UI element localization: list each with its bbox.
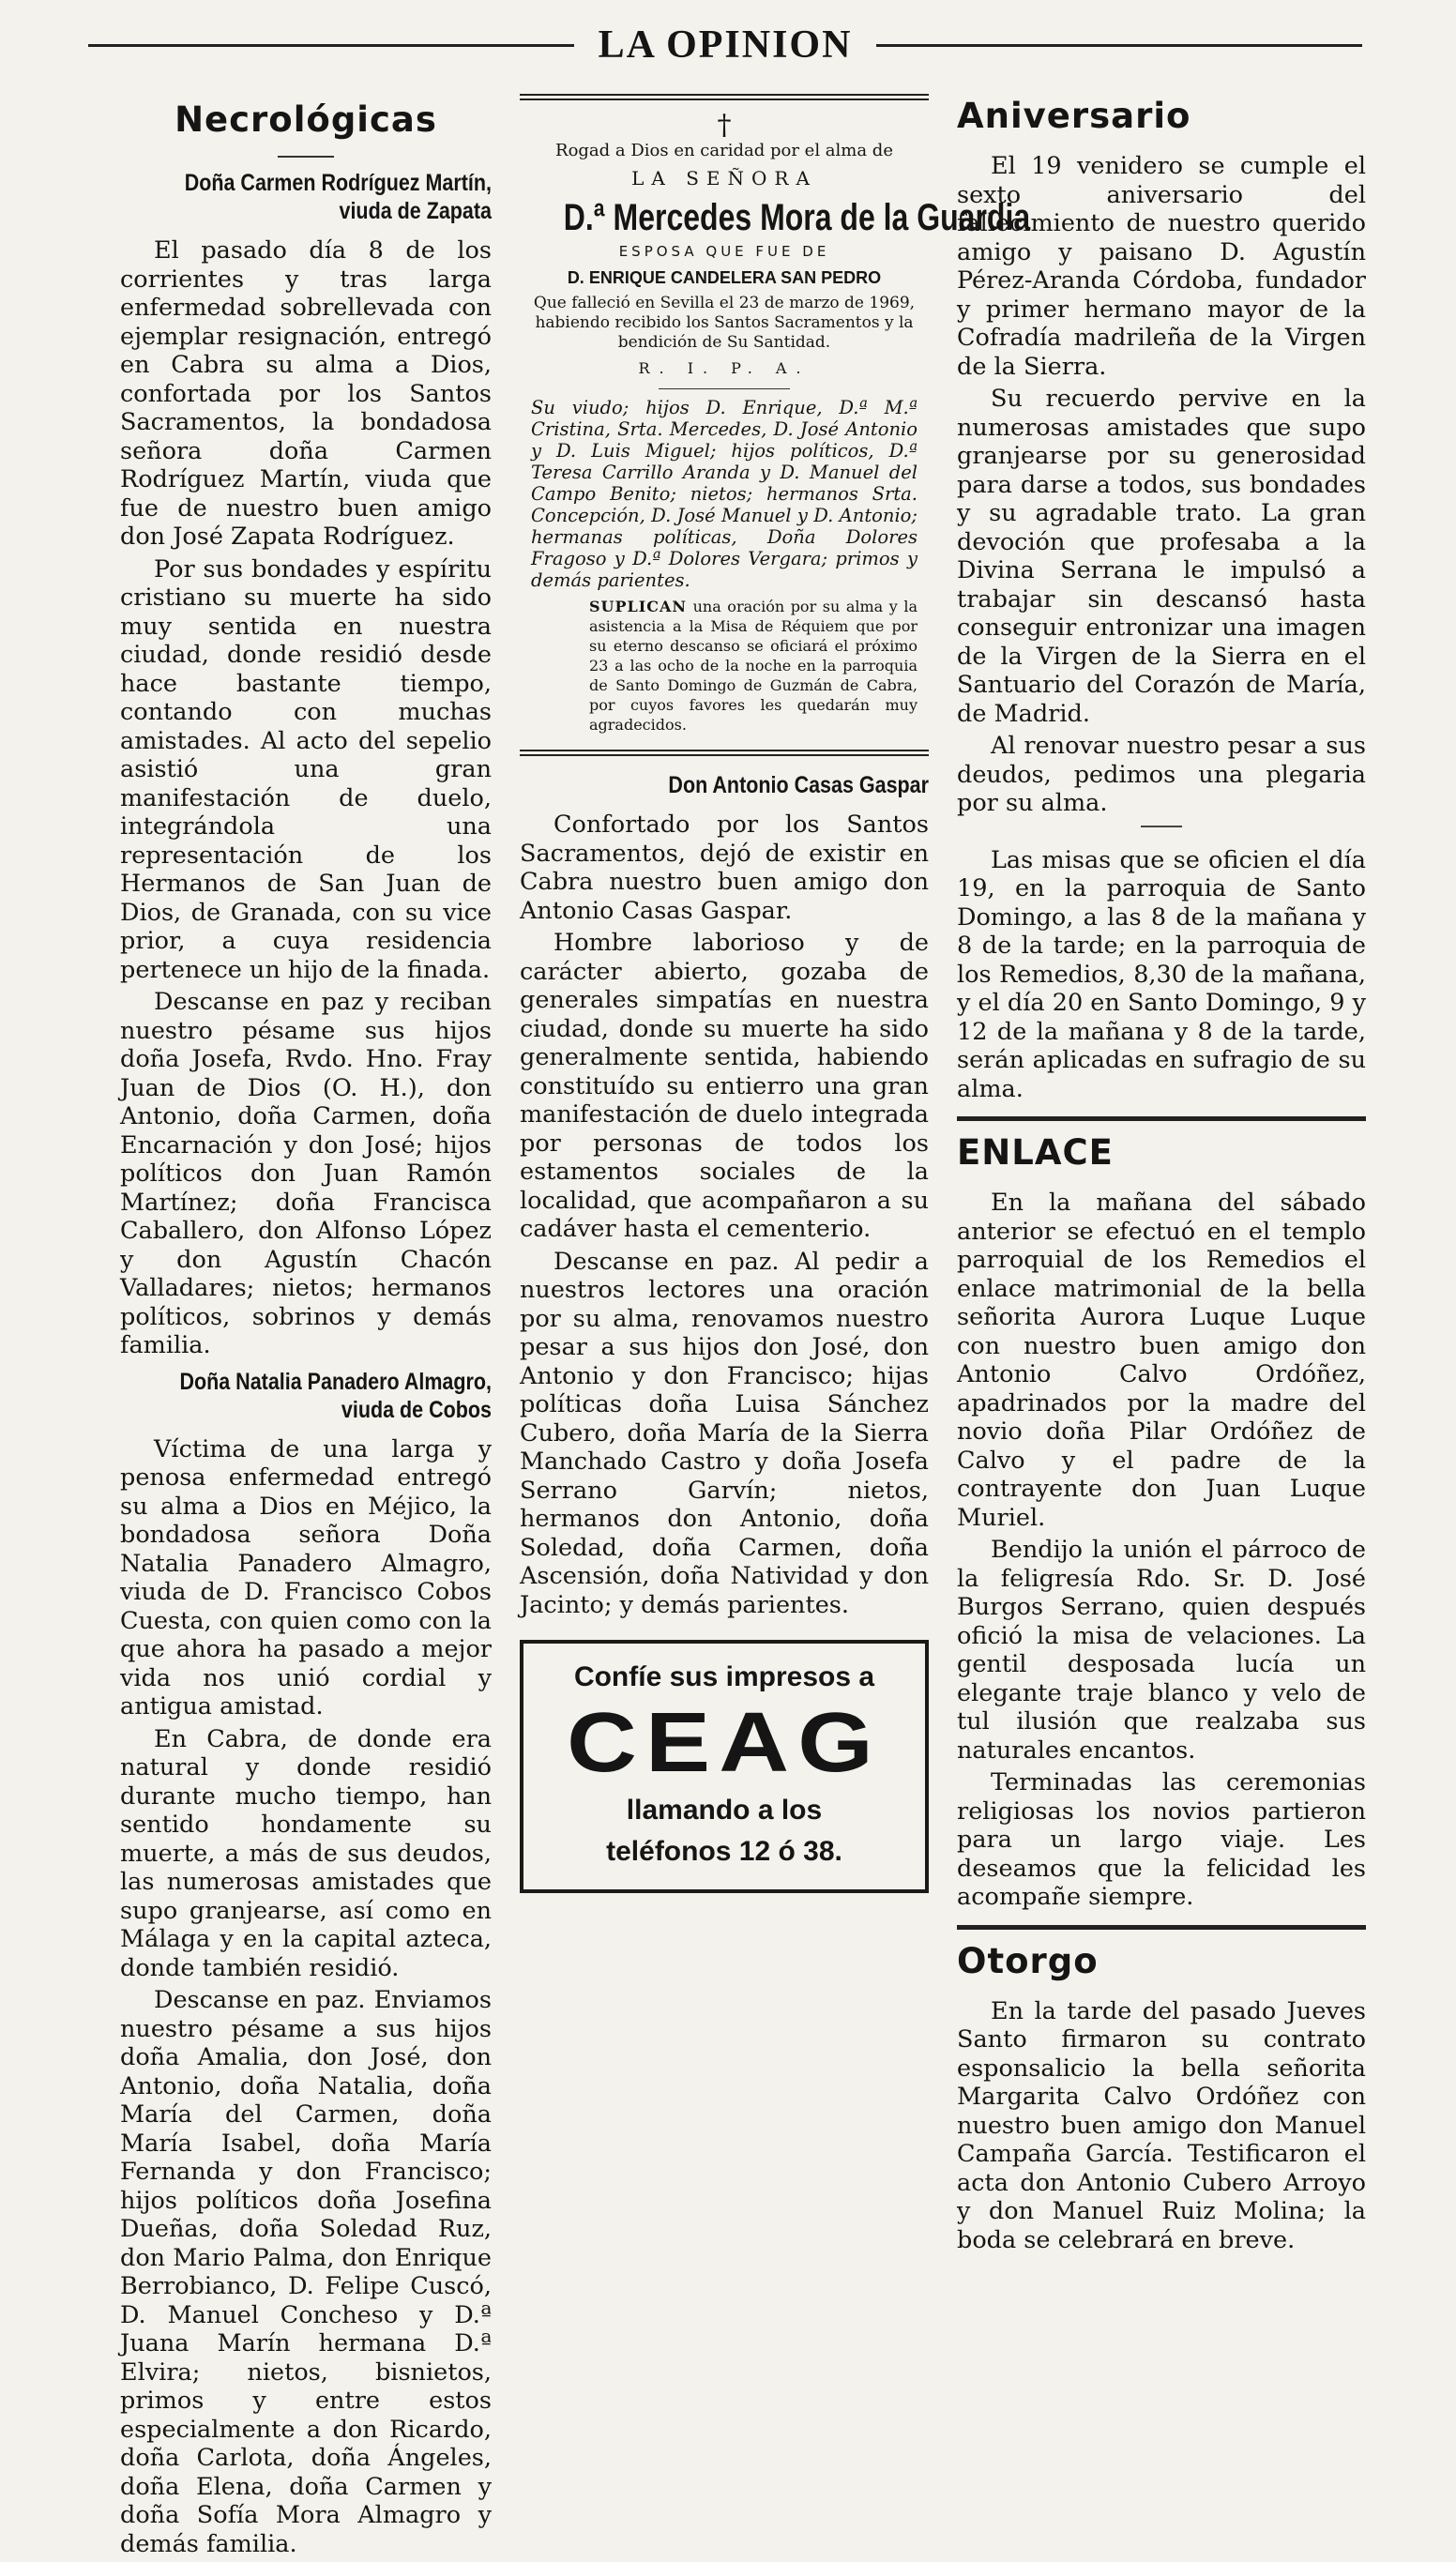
separator (1141, 826, 1182, 827)
obituary-heading (577, 771, 929, 799)
suplican-text: una oración por su alma y la asistencia a la Misa de Réquiem que por su eterno descanso se oficiará el próximo 23 a las ocho de la noche en la parroquia de Santo Domingo de Guzmán de Cabra, por cuyos favores les quedarán muy agradecidos. (589, 598, 918, 734)
paragraph: Al renovar nuestro pesar a sus deudos, pedimos una plegaria por su alma. (957, 732, 1366, 817)
enlace-title: ENLACE (957, 1132, 1114, 1173)
obituary-name: Doña Carmen Rodríguez Martín, (184, 170, 492, 196)
esquela-esposa: ESPOSA QUE FUE DE (618, 243, 830, 260)
aniversario-title: Aniversario (957, 96, 1191, 136)
esquela-ripa: R. I. P. A. (638, 359, 811, 377)
necrologicas-title: Necrológicas (174, 99, 437, 140)
column-left (120, 94, 492, 2562)
section-rule (957, 1116, 1366, 1121)
suplican-word: SUPLICAN (589, 598, 688, 615)
ad-line-2: teléfonos 12 ó 38. (606, 1836, 842, 1867)
esquela-name: D.ª Mercedes Mora de la Guardia (563, 197, 1031, 238)
obituary-subname: viuda de Cobos (341, 1396, 492, 1423)
paragraph: Por sus bondades y espíritu cristiano su muerte ha sido muy sentida en nuestra ciudad, donde residió desde hace bastante tiempo, contando con muchas amistades. Al acto del sepelio asistió una gran manifestación de duelo, integrándola una representación de los Hermanos de San Juan de Dios, de Granada, con su vice prior, a cuya residencia pertenece un hijo de la finada. (120, 554, 492, 984)
esquela-box (520, 94, 1031, 756)
ad-tagline: Confíe sus impresos a (573, 1661, 875, 1692)
newspaper-title: LA OPINION (598, 23, 853, 67)
ceag-advertisement (520, 1640, 929, 1893)
masthead (88, 17, 1362, 73)
masthead-rule-right (876, 44, 1362, 47)
masthead-rule-left (88, 44, 574, 47)
section-rule (957, 1925, 1366, 1930)
obituary-heading (172, 1368, 492, 1424)
paragraph: Víctima de una larga y penosa enfermedad entregó su alma a Dios en Méjico, la bondadosa señora Doña Natalia Panadero Almagro, viuda de D. Francisco Cobos Cuesta, con quien como con la que ahora ha pasado a mejor vida nos unió cordial y antigua amistad. (120, 1434, 492, 1721)
esquela-suplican (523, 591, 925, 735)
paragraph: En la tarde del pasado Jueves Santo firmaron su contrato esponsalicio la bella señorita Margarita Calvo Ordóñez con nuestro buen amigo don Manuel Campaña García. Testificaron el acta don Antonio Cubero Arroyo y don Manuel Ruiz Molina; la boda se celebrará en breve. (957, 1996, 1366, 2254)
paragraph: Descanse en paz. Al pedir a nuestros lectores una oración por su alma, renovamos nuestro pesar a sus hijos don José, don Antonio y don Francisco; hijas políticas doña Luisa Sánchez Cubero, doña María de la Sierra Manchado Castro y doña Josefa Serrano Garvín; nietos, hermanos don Antonio, doña Soledad, doña Carmen, doña Ascensión, doña Natividad y don Jacinto; y demás parientes. (520, 1247, 929, 1619)
obituary-heading (172, 169, 492, 225)
obituary-name: Doña Natalia Panadero Almagro, (179, 1368, 492, 1395)
esquela-divider (659, 388, 790, 389)
paragraph: Bendijo la unión el párroco de la feligresía Rdo. Sr. D. José Burgos Serrano, quien después ofició la misa de velaciones. La gentil desposada lucía un elegante traje blanco y velo de tul ilusión que realzaba sus naturales encantos. (957, 1536, 1366, 1765)
paragraph: Hombre laborioso y de carácter abierto, gozaba de generales simpatías en nuestra ciudad, donde su muerte ha sido generalmente sentida, habiendo constituído su entierro una gran manifestación de duelo integrada por personas de todos los estamentos sociales de la localidad, que acompañaron a su cadáver hasta el cementerio. (520, 929, 929, 1243)
obituary-subname: viuda de Zapata (339, 198, 492, 224)
esquela-died: Que falleció en Sevilla el 23 de marzo de 1969, habiendo recibido los Santos Sacramentos y la bendición de Su Santidad. (533, 294, 916, 352)
paragraph: Descanse en paz. Enviamos nuestro pésame a sus hijos doña Amalia, don José, don Antonio, doña Natalia, doña María del Carmen, doña María Isabel, doña María Fernanda y don Francisco; hijos políticos doña Josefina Dueñas, doña Soledad Ruz, don Mario Palma, don Enrique Berrobianco, D. Felipe Cuscó, D. Manuel Concheso y D.ª Juana Marín hermana D.ª Elvira; nietos, bisnietos, primos y entre estos especialmente a don Ricardo, doña Carlota, doña Ángeles, doña Elena, doña Carmen y doña Sofía Mora Almagro y demás familia. (120, 1986, 492, 2558)
paragraph: Las misas que se oficien el día 19, en la parroquia de Santo Domingo, a las 8 de la mañana y 8 de la tarde; en la parroquia de los Remedios, 8,30 de la mañana, y el día 20 en Santo Domingo, 9 y 12 de la mañana y 8 de la tarde, serán aplicadas en sufragio de su alma. (957, 845, 1366, 1103)
ad-brand: CEAG (567, 1696, 882, 1790)
ad-line-1: llamando a los (626, 1795, 823, 1826)
otorgo-title: Otorgo (957, 1940, 1099, 1981)
esquela-rogad: Rogad a Dios en caridad por el alma de (555, 141, 893, 160)
paragraph: En la mañana del sábado anterior se efectuó en el templo parroquial de los Remedios el enlace matrimonial de la bella señorita Aurora Luque Luque con nuestro buen amigo don Antonio Calvo Ordóñez, apadrinados por la madre del novio doña Pilar Ordóñez de Calvo y el padre de la contrayente don Juan Luque Muriel. (957, 1189, 1366, 1532)
column-right (957, 94, 1366, 2258)
title-underline (278, 156, 334, 158)
paragraph: En Cabra, de donde era natural y donde residió durante mucho tiempo, han sentido hondamente su muerte, a más de sus deudos, las numerosas amistades que supo granjearse, así como en Málaga y en la capital azteca, donde también residió. (120, 1724, 492, 1982)
cross-icon: † (717, 109, 732, 142)
paragraph: Terminadas las ceremonias religiosas los novios partieron para un largo viaje. Les deseamos que la felicidad les acompañe siempre. (957, 1768, 1366, 1911)
esquela-la-senora: LA SEÑORA (631, 167, 817, 189)
column-center (520, 94, 1031, 1893)
esquela-husband: D. ENRIQUE CANDELERA SAN PEDRO (567, 268, 882, 287)
paragraph: Confortado por los Santos Sacramentos, dejó de existir en Cabra nuestro buen amigo don Antonio Casas Gaspar. (520, 811, 929, 925)
paragraph: Su recuerdo pervive en la numerosas amistades que supo granjearse por su generosidad para darse a todos, sus bondades y su agradable trato. La gran devoción que profesaba a la Divina Serrana le impulsó a trabajar sin descansó hasta conseguir entronizar una imagen de la Virgen de la Sierra en el Santuario del Corazón de María, de Madrid. (957, 385, 1366, 728)
obituary-name: Don Antonio Casas Gaspar (668, 772, 929, 798)
paragraph: Descanse en paz y reciban nuestro pésame sus hijos doña Josefa, Rvdo. Hno. Fray Juan de Dios (O. H.), don Antonio, doña Carmen, doña Encarnación y don José; hijos políticos don Juan Ramón Martínez; doña Francisca Caballero, don Alfonso López y don Agustín Chacón Valladares; nietos; hermanos políticos, sobrinos y demás familia. (120, 988, 492, 1359)
paragraph: El pasado día 8 de los corrientes y tras larga enfermedad sobrellevada con ejemplar resignación, entregó en Cabra su alma a Dios, confortada por los Santos Sacramentos, la bondadosa señora doña Carmen Rodríguez Martín, viuda que fue de nuestro buen amigo don José Zapata Rodríguez. (120, 236, 492, 551)
esquela-family: Su viudo; hijos D. Enrique, D.ª M.ª Cristina, Srta. Mercedes, D. José Antonio y D. Luis Miguel; hijos políticos, D.ª Teresa Carrillo Aranda y D. Manuel del Campo Benito; nietos; hermanos Srta. Concepción, D. José Manuel y D. Antonio; hermanas políticas, Doña Dolores Fragoso y D.ª Dolores Vergara; primos y demás parientes. (531, 397, 918, 591)
paragraph: El 19 venidero se cumple el sexto aniversario del fallecimiento de nuestro querido amigo y paisano D. Agustín Pérez-Aranda Córdoba, fundador y primer hermano mayor de la Cofradía madrileña de la Virgen de la Sierra. (957, 152, 1366, 381)
